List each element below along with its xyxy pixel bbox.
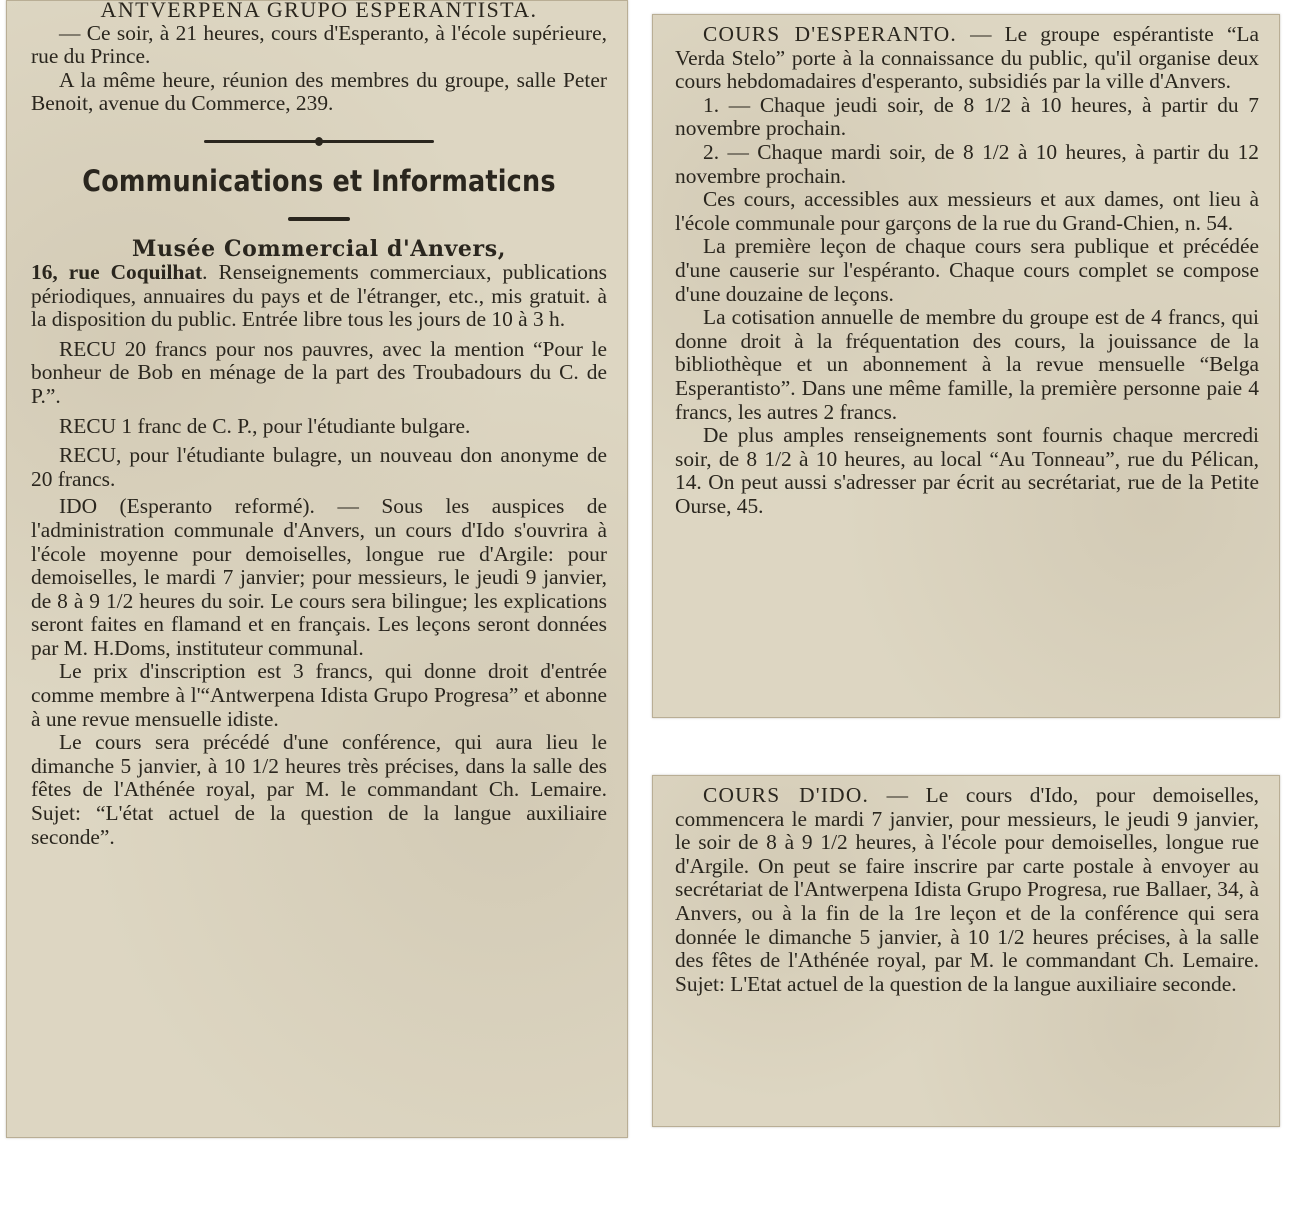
clipping-header: ANTVERPENA GRUPO ESPERANTISTA. (100, 0, 538, 22)
ido-course-notice (675, 784, 1259, 996)
newspaper-clipping-left (6, 0, 628, 1138)
esperanto-course-intro (675, 23, 1259, 94)
group-meeting-notice: A la même heure, réunion des membres du groupe, salle Peter Benoit, avenue du Commerce, 239. (31, 67, 607, 116)
esperanto-course-notice: — Ce soir, à 21 heures, cours d'Esperanto, à l'école supérieure, rue du Prince. (31, 20, 607, 69)
course-first-lesson: La première leçon de chaque cours sera publique et précédée d'une causerie sur l'espéranto. Chaque cours complet se compose d'une douzaine de leçons. (675, 234, 1259, 306)
ido-registration: Le prix d'inscription est 3 francs, qui donne droit d'entrée comme membre à l'“Antwerpena Idista Grupo Progresa” et abonne à une revue mensuelle idiste. (31, 659, 607, 731)
section-title: Communications et Informaticns (82, 163, 556, 198)
course-access: Ces cours, accessibles aux messieurs et aux dames, ont lieu à l'école communale pour garçons de la rue du Grand-Chien, n. 54. (675, 187, 1259, 235)
ido-course-title: COURS D'IDO. (703, 783, 870, 807)
musee-notice (31, 261, 607, 332)
further-info: De plus amples renseignements sont fournis chaque mercredi soir, de 8 1/2 à 10 heures, au local “Au Tonneau”, rue du Pélican, 14. On peut aussi s'adresser par écrit au secrétariat, rue de la Petite Ourse, 45. (675, 423, 1259, 518)
course-item-2: 2. — Chaque mardi soir, de 8 1/2 à 10 heures, à partir du 12 novembre prochain. (675, 139, 1259, 188)
newspaper-clipping-bottom-right (652, 775, 1280, 1127)
musee-title: Musée Commercial d'Anvers, (132, 235, 506, 262)
recu-notice-3: RECU, pour l'étudiante bulagre, un nouveau don anonyme de 20 francs. (31, 443, 607, 491)
musee-body: . Renseignements commerciaux, publications périodiques, annuaires du pays et de l'étranger, etc., mis gratuit. à la disposition du public. Entrée libre tous les jours de 10 à 3 h. (31, 259, 608, 332)
membership-fee: La cotisation annuelle de membre du groupe est de 4 francs, qui donne droit à la fréquentation des cours, la jouissance de la bibliothèque et un abonnement à la revue mensuelle “Belga Esperantisto”. Dans une même famille, la première personne paie 4 francs, les autres 2 francs. (675, 305, 1259, 424)
decorative-rule (204, 140, 434, 143)
ido-notice: IDO (Esperanto reformé). — Sous les auspices de l'administration communale d'Anvers, un cours d'Ido s'ouvrira à l'école moyenne pour demoiselles, longue rue d'Argile: pour demoiselles, le mardi 7 janvier; pour messieurs, le jeudi 9 janvier, de 8 à 9 1/2 heures du soir. Le cours sera bilingue; les explications seront faites en flamand et en français. Les leçons seront données par M. H.Doms, instituteur communal. (31, 494, 607, 660)
musee-address: 16, rue Coquilhat (31, 259, 203, 284)
ido-course-body: — Le cours d'Ido, pour demoiselles, commencera le mardi 7 janvier, pour messieurs, le jeudi 9 janvier, le soir de 8 à 9 1/2 heures, à l'école pour demoiselles, longue rue d'Argile. On peut se faire inscrire par carte postale à envoyer au secrétariat de l'Antwerpena Idista Grupo Progresa, rue Ballaer, 34, à Anvers, ou à la fin de la 1re leçon et de la conférence qui sera donnée le dimanche 5 janvier, à 10 1/2 heures précises, à la salle des fêtes de l'Athénée royal, par M. le commandant Ch. Lemaire. Sujet: L'Etat actuel de la question de la langue auxiliaire seconde. (675, 783, 1260, 996)
esperanto-course-intro-text: — Le groupe espérantiste “La Verda Stelo” porte à la connaissance du public, qu'il organise deux cours hebdomadaires d'esperanto, subsidiés par la ville d'Anvers. (675, 22, 1259, 94)
recu-notice-1: RECU 20 francs pour nos pauvres, avec la mention “Pour le bonheur de Bob en ménage de la part des Troubadours du C. de P.”. (31, 336, 607, 408)
esperanto-course-title: COURS D'ESPERANTO. (703, 22, 957, 46)
course-item-1: 1. — Chaque jeudi soir, de 8 1/2 à 10 heures, à partir du 7 novembre prochain. (675, 92, 1259, 141)
short-rule (288, 217, 350, 221)
ido-conference: Le cours sera précédé d'une conférence, qui aura lieu le dimanche 5 janvier, à 10 1/2 heures très précises, dans la salle des fêtes de l'Athénée royal, par M. le commandant Ch. Lemaire. Sujet: “L'état actuel de la question de la langue auxiliaire seconde”. (31, 730, 607, 849)
recu-notice-2: RECU 1 franc de C. P., pour l'étudiante bulgare. (59, 413, 471, 438)
newspaper-clipping-top-right (652, 14, 1280, 718)
